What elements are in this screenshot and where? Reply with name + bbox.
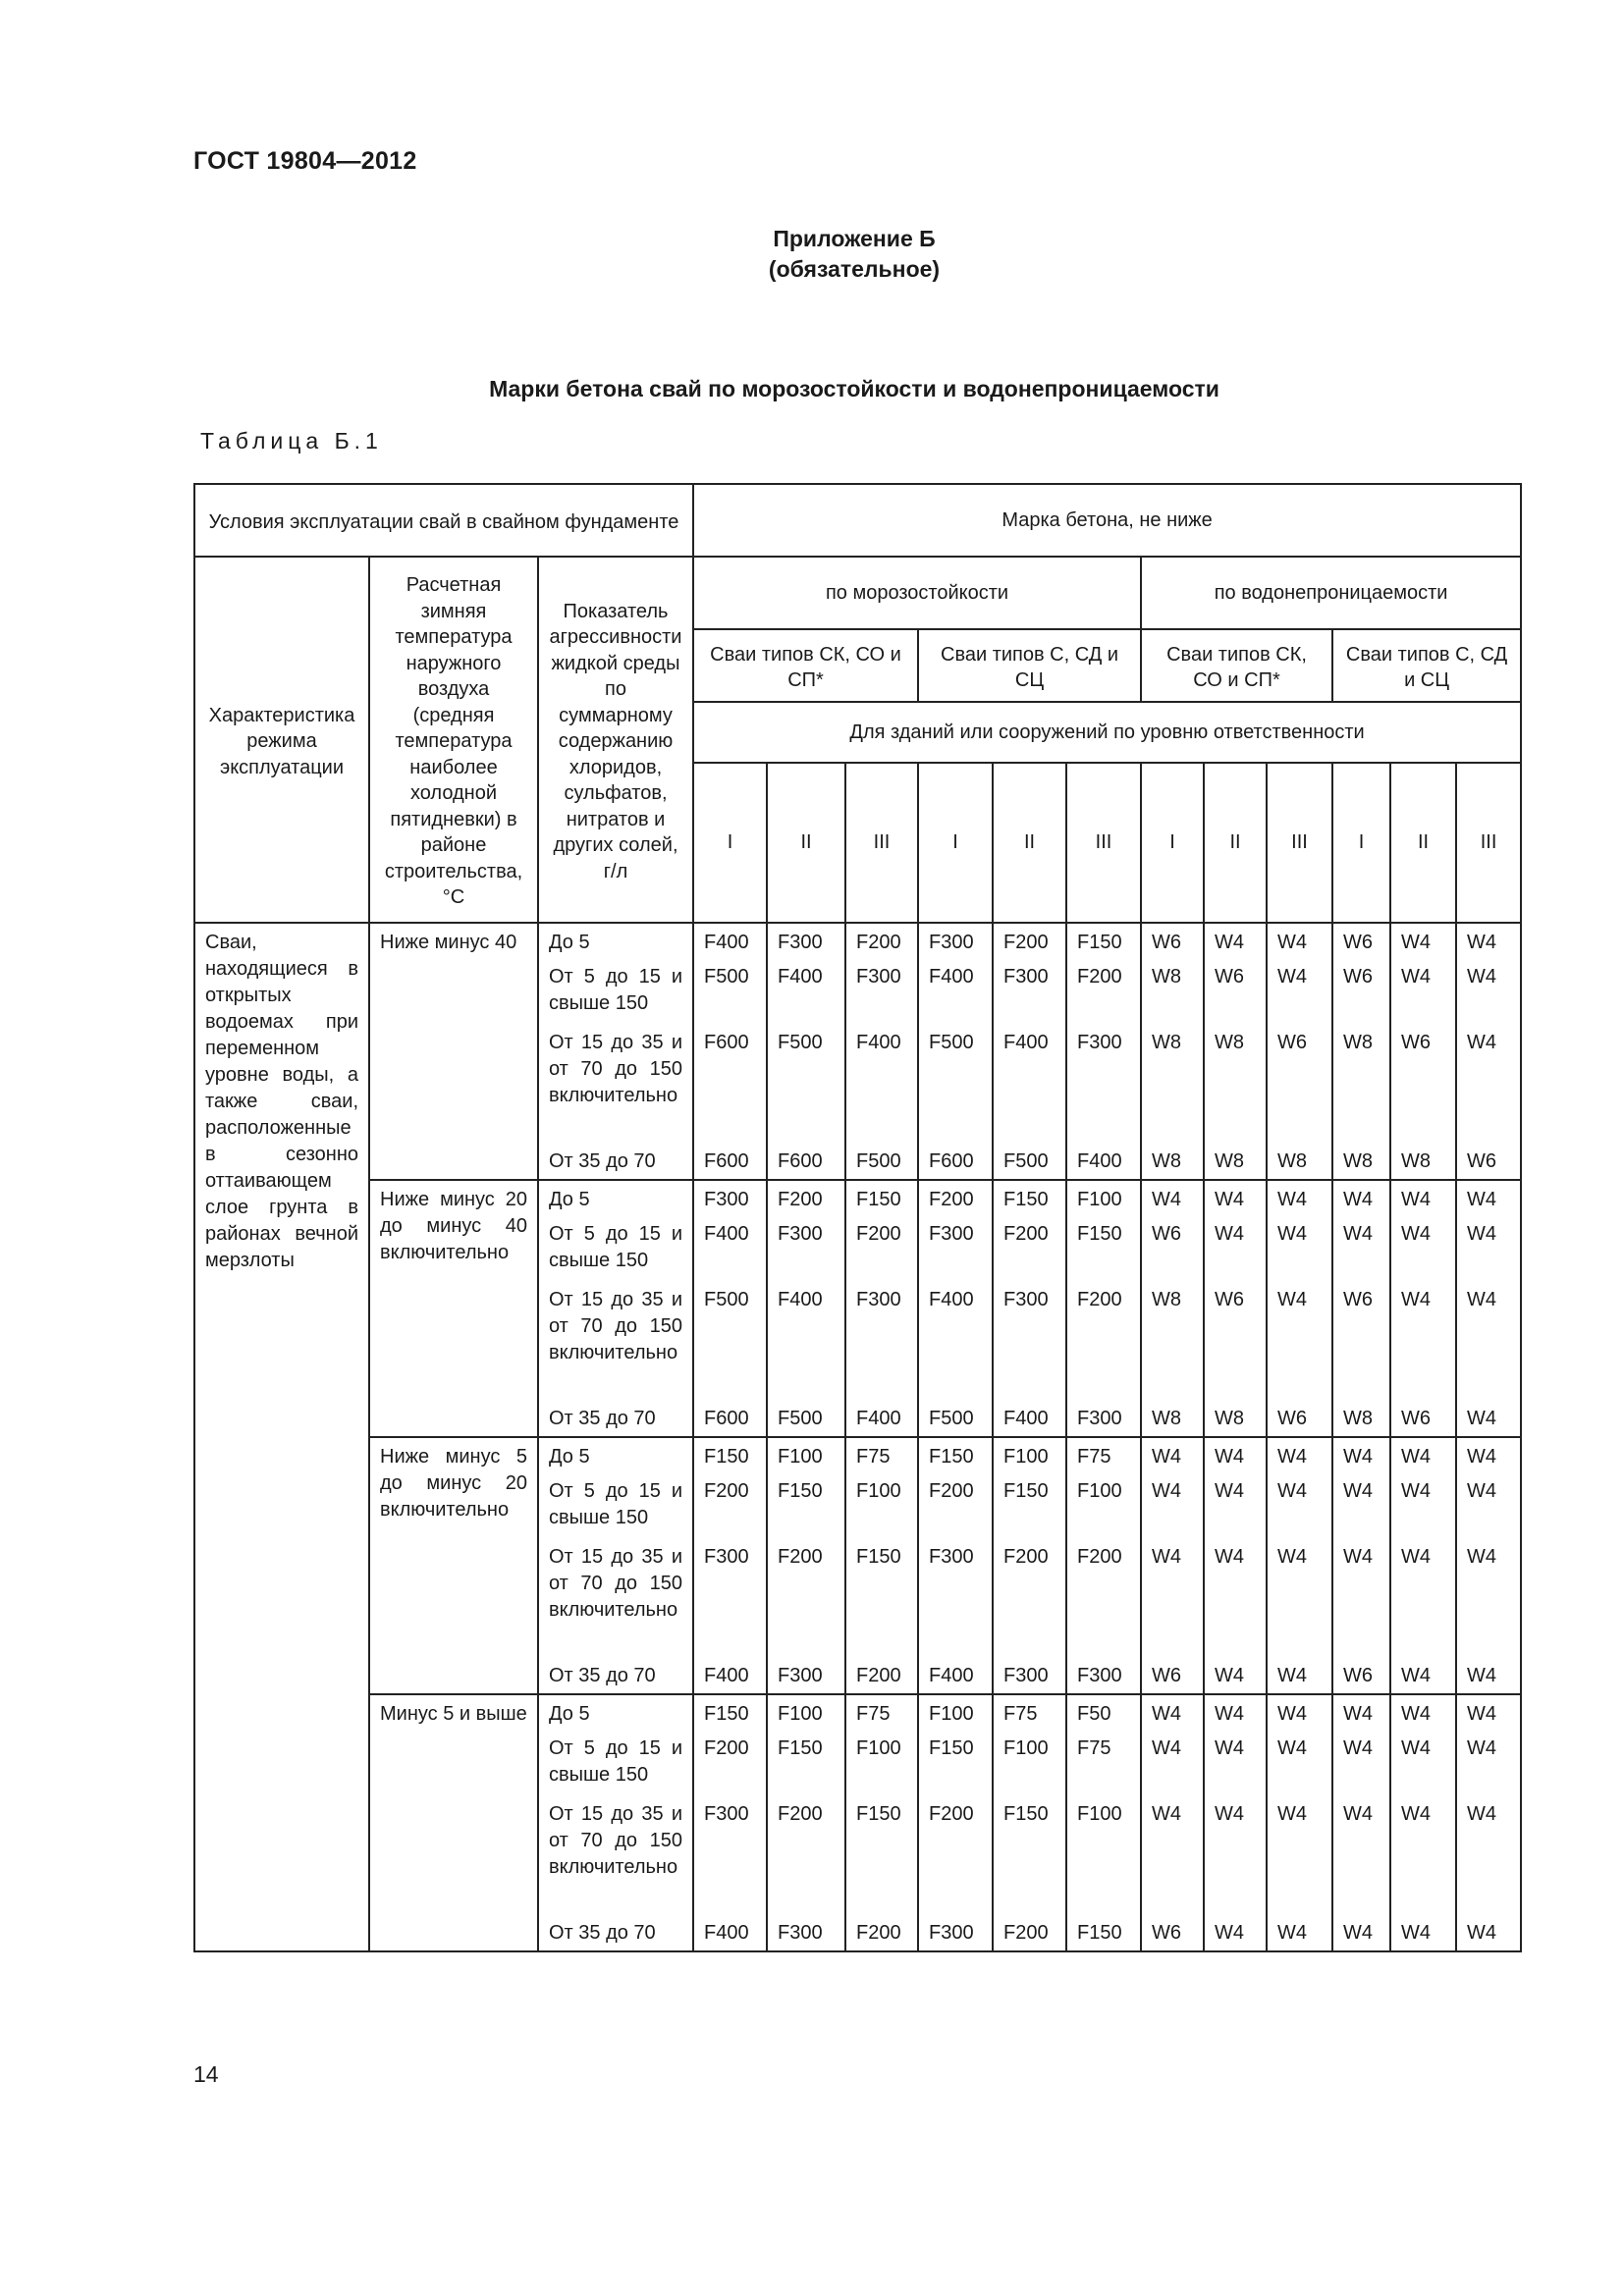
grade-value-cell: W4 xyxy=(1267,1215,1332,1281)
grade-value-cell: F400 xyxy=(767,1281,845,1400)
grade-value-cell: W6 xyxy=(1267,1400,1332,1437)
grade-value-cell: F200 xyxy=(693,1472,767,1538)
grade-value-cell: W4 xyxy=(1456,1914,1521,1951)
grade-value-cell: F100 xyxy=(767,1437,845,1472)
grade-value-cell: F150 xyxy=(993,1795,1066,1914)
grade-value-cell: W4 xyxy=(1204,1730,1267,1795)
grade-value-cell: W4 xyxy=(1456,1538,1521,1657)
grade-value-cell: F400 xyxy=(845,1024,918,1143)
grade-value-cell: W8 xyxy=(1332,1400,1390,1437)
grade-value-cell: F400 xyxy=(918,958,993,1024)
grade-value-cell: F75 xyxy=(1066,1437,1141,1472)
grade-value-cell: W4 xyxy=(1141,1795,1204,1914)
grade-header: Марка бетона, не ниже xyxy=(693,484,1521,557)
grade-value-cell: W4 xyxy=(1456,958,1521,1024)
grade-value-cell: F75 xyxy=(845,1694,918,1730)
grade-value-cell: F100 xyxy=(767,1694,845,1730)
grade-value-cell: F300 xyxy=(1066,1657,1141,1694)
grade-value-cell: F300 xyxy=(693,1538,767,1657)
grade-value-cell: F400 xyxy=(693,923,767,958)
grade-value-cell: F200 xyxy=(693,1730,767,1795)
grade-value-cell: W8 xyxy=(1390,1143,1456,1180)
mode-cell: Сваи, находящиеся в открытых водоемах при переменном уровне воды, а также сваи, расположенные в сезонно оттаивающем слое грунта в районах вечной мерзлоты xyxy=(194,923,369,1951)
grade-value-cell: F300 xyxy=(918,1215,993,1281)
grade-value-cell: F300 xyxy=(918,1538,993,1657)
grade-value-cell: F200 xyxy=(845,1657,918,1694)
grade-value-cell: W8 xyxy=(1267,1143,1332,1180)
level-header: III xyxy=(1456,763,1521,923)
grade-value-cell: F200 xyxy=(993,1215,1066,1281)
pile-type-s-frost: Сваи типов С, СД и СЦ xyxy=(918,629,1141,702)
grade-value-cell: W4 xyxy=(1390,1730,1456,1795)
aggressiveness-cell: До 5 xyxy=(538,1180,693,1215)
grade-value-cell: W4 xyxy=(1332,1180,1390,1215)
grade-value-cell: W8 xyxy=(1141,958,1204,1024)
grade-value-cell: W8 xyxy=(1204,1024,1267,1143)
grade-value-cell: W4 xyxy=(1390,1538,1456,1657)
grade-value-cell: F400 xyxy=(845,1400,918,1437)
grade-value-cell: F75 xyxy=(1066,1730,1141,1795)
grade-value-cell: W4 xyxy=(1332,1472,1390,1538)
document-code: ГОСТ 19804—2012 xyxy=(193,147,417,175)
table-row xyxy=(194,1437,1521,1472)
grade-value-cell: F200 xyxy=(1066,1281,1141,1400)
grade-value-cell: W4 xyxy=(1267,1730,1332,1795)
grade-value-cell: F50 xyxy=(1066,1694,1141,1730)
grade-value-cell: W4 xyxy=(1456,1180,1521,1215)
grade-value-cell: F200 xyxy=(845,1914,918,1951)
grade-value-cell: W8 xyxy=(1141,1400,1204,1437)
mode-column-header: Характеристика режима эксплуатации xyxy=(194,557,369,923)
grade-value-cell: F150 xyxy=(767,1730,845,1795)
grade-value-cell: F300 xyxy=(918,923,993,958)
grade-value-cell: F200 xyxy=(918,1795,993,1914)
grade-value-cell: F100 xyxy=(993,1730,1066,1795)
grade-value-cell: F150 xyxy=(845,1180,918,1215)
grade-value-cell: F400 xyxy=(693,1914,767,1951)
grade-value-cell: W4 xyxy=(1390,1795,1456,1914)
table-row xyxy=(194,1694,1521,1730)
level-header: III xyxy=(845,763,918,923)
table-label: Таблица Б.1 xyxy=(200,428,383,454)
aggressiveness-column-header: Показатель агрессивности жидкой среды по суммарному содержанию хлоридов, сульфатов, нитратов и других солей, г/л xyxy=(538,557,693,923)
level-header: I xyxy=(918,763,993,923)
grade-value-cell: W8 xyxy=(1141,1024,1204,1143)
grade-value-cell: F500 xyxy=(918,1400,993,1437)
temperature-cell: Ниже минус 40 xyxy=(369,923,538,1180)
grade-value-cell: W4 xyxy=(1390,923,1456,958)
grade-value-cell: W4 xyxy=(1456,1795,1521,1914)
grade-value-cell: F300 xyxy=(767,1657,845,1694)
grade-value-cell: W4 xyxy=(1267,1281,1332,1400)
grade-value-cell: W4 xyxy=(1456,923,1521,958)
grade-value-cell: W4 xyxy=(1332,1795,1390,1914)
grade-value-cell: W4 xyxy=(1267,923,1332,958)
grade-value-cell: F100 xyxy=(1066,1795,1141,1914)
grade-value-cell: F300 xyxy=(767,1914,845,1951)
grade-value-cell: W6 xyxy=(1141,1657,1204,1694)
grade-value-cell: W4 xyxy=(1267,1437,1332,1472)
grade-value-cell: F500 xyxy=(693,1281,767,1400)
grade-value-cell: W6 xyxy=(1332,1281,1390,1400)
grade-value-cell: W4 xyxy=(1332,1730,1390,1795)
grade-value-cell: F200 xyxy=(1066,958,1141,1024)
grade-value-cell: F200 xyxy=(767,1538,845,1657)
grade-value-cell: W4 xyxy=(1204,1215,1267,1281)
grade-value-cell: F300 xyxy=(1066,1024,1141,1143)
grade-value-cell: W6 xyxy=(1141,923,1204,958)
grade-value-cell: W4 xyxy=(1390,958,1456,1024)
water-resistance-header: по водонепроницаемости xyxy=(1141,557,1521,629)
aggressiveness-cell: От 5 до 15 и свыше 150 xyxy=(538,1730,693,1795)
aggressiveness-cell: От 15 до 35 и от 70 до 150 включительно xyxy=(538,1538,693,1657)
grade-value-cell: F200 xyxy=(1066,1538,1141,1657)
grade-value-cell: W4 xyxy=(1141,1694,1204,1730)
grade-value-cell: F300 xyxy=(993,1657,1066,1694)
grade-value-cell: W4 xyxy=(1456,1400,1521,1437)
grade-value-cell: F500 xyxy=(993,1143,1066,1180)
grade-value-cell: F100 xyxy=(918,1694,993,1730)
grade-value-cell: F150 xyxy=(1066,1914,1141,1951)
grade-value-cell: W4 xyxy=(1267,1472,1332,1538)
conditions-header: Условия эксплуатации свай в свайном фундаменте xyxy=(194,484,693,557)
table-title: Марки бетона свай по морозостойкости и водонепроницаемости xyxy=(489,376,1219,401)
grade-value-cell: W8 xyxy=(1141,1281,1204,1400)
grade-value-cell: F400 xyxy=(1066,1143,1141,1180)
page-number: 14 xyxy=(193,2061,219,2087)
aggressiveness-cell: До 5 xyxy=(538,1437,693,1472)
grade-value-cell: W4 xyxy=(1204,923,1267,958)
grade-value-cell: W4 xyxy=(1332,1215,1390,1281)
grade-value-cell: F300 xyxy=(767,1215,845,1281)
grade-value-cell: W8 xyxy=(1204,1400,1267,1437)
pile-type-s-water: Сваи типов С, СД и СЦ xyxy=(1332,629,1521,702)
grade-value-cell: W4 xyxy=(1390,1472,1456,1538)
grade-value-cell: W4 xyxy=(1204,1914,1267,1951)
appendix-subtitle: (обязательное) xyxy=(768,256,941,282)
aggressiveness-cell: До 5 xyxy=(538,1694,693,1730)
grade-value-cell: F600 xyxy=(918,1143,993,1180)
grade-value-cell: W6 xyxy=(1390,1400,1456,1437)
grade-value-cell: W4 xyxy=(1141,1437,1204,1472)
grade-value-cell: F150 xyxy=(767,1472,845,1538)
grade-value-cell: W4 xyxy=(1141,1180,1204,1215)
grade-value-cell: F300 xyxy=(767,923,845,958)
grade-value-cell: F400 xyxy=(693,1657,767,1694)
grade-value-cell: F200 xyxy=(918,1180,993,1215)
grade-value-cell: W6 xyxy=(1141,1215,1204,1281)
grade-value-cell: W4 xyxy=(1141,1538,1204,1657)
pile-type-sk-frost: Сваи типов СК, СО и СП* xyxy=(693,629,918,702)
temperature-cell: Минус 5 и выше xyxy=(369,1694,538,1951)
grade-value-cell: W8 xyxy=(1332,1143,1390,1180)
level-header: I xyxy=(1332,763,1390,923)
temperature-cell: Ниже минус 20 до минус 40 включительно xyxy=(369,1180,538,1437)
grade-value-cell: F150 xyxy=(1066,1215,1141,1281)
grade-value-cell: F500 xyxy=(918,1024,993,1143)
level-header: III xyxy=(1066,763,1141,923)
aggressiveness-cell: От 15 до 35 и от 70 до 150 включительно xyxy=(538,1281,693,1400)
grade-value-cell: F400 xyxy=(693,1215,767,1281)
grade-value-cell: W4 xyxy=(1204,1657,1267,1694)
grade-value-cell: W6 xyxy=(1332,958,1390,1024)
grade-value-cell: F400 xyxy=(918,1657,993,1694)
grade-value-cell: F400 xyxy=(918,1281,993,1400)
grade-value-cell: F150 xyxy=(845,1795,918,1914)
grade-value-cell: F300 xyxy=(693,1180,767,1215)
level-header: I xyxy=(693,763,767,923)
grade-value-cell: W4 xyxy=(1456,1437,1521,1472)
table-row xyxy=(194,1180,1521,1215)
aggressiveness-cell: От 35 до 70 xyxy=(538,1143,693,1180)
table-row xyxy=(194,923,1521,958)
grade-value-cell: F150 xyxy=(693,1437,767,1472)
grade-value-cell: F100 xyxy=(845,1730,918,1795)
grade-value-cell: W6 xyxy=(1332,1657,1390,1694)
level-header: I xyxy=(1141,763,1204,923)
grade-value-cell: W4 xyxy=(1204,1795,1267,1914)
temperature-column-header: Расчетная зимняя температура наружного воздуха (средняя температура наиболее холодной пятидневки) в районе строительства, °С xyxy=(369,557,538,923)
grade-value-cell: W4 xyxy=(1332,1694,1390,1730)
grade-value-cell: F300 xyxy=(693,1795,767,1914)
grade-value-cell: F150 xyxy=(918,1437,993,1472)
temperature-cell: Ниже минус 5 до минус 20 включительно xyxy=(369,1437,538,1694)
responsibility-header: Для зданий или сооружений по уровню ответственности xyxy=(693,702,1521,763)
grade-value-cell: W4 xyxy=(1204,1694,1267,1730)
appendix-heading xyxy=(0,224,1624,285)
grade-value-cell: F200 xyxy=(767,1180,845,1215)
grade-value-cell: F200 xyxy=(767,1795,845,1914)
grade-value-cell: W4 xyxy=(1267,1795,1332,1914)
grade-value-cell: F200 xyxy=(918,1472,993,1538)
grade-value-cell: F500 xyxy=(693,958,767,1024)
grade-value-cell: W6 xyxy=(1390,1024,1456,1143)
grade-value-cell: F100 xyxy=(845,1472,918,1538)
grade-value-cell: W6 xyxy=(1267,1024,1332,1143)
grade-value-cell: F500 xyxy=(767,1024,845,1143)
grade-value-cell: W4 xyxy=(1456,1281,1521,1400)
grade-value-cell: W4 xyxy=(1390,1281,1456,1400)
level-header: II xyxy=(1390,763,1456,923)
grade-value-cell: W4 xyxy=(1456,1472,1521,1538)
grade-value-cell: W4 xyxy=(1390,1180,1456,1215)
grade-value-cell: F200 xyxy=(993,1914,1066,1951)
level-header: III xyxy=(1267,763,1332,923)
grade-value-cell: W4 xyxy=(1332,1538,1390,1657)
concrete-grade-table xyxy=(193,483,1522,1952)
grade-value-cell: F150 xyxy=(845,1538,918,1657)
grade-value-cell: W4 xyxy=(1456,1657,1521,1694)
grade-value-cell: F200 xyxy=(845,923,918,958)
grade-value-cell: F75 xyxy=(993,1694,1066,1730)
aggressiveness-cell: От 35 до 70 xyxy=(538,1914,693,1951)
grade-value-cell: F200 xyxy=(993,1538,1066,1657)
grade-value-cell: W6 xyxy=(1141,1914,1204,1951)
grade-value-cell: F400 xyxy=(767,958,845,1024)
grade-value-cell: W4 xyxy=(1204,1437,1267,1472)
grade-value-cell: W6 xyxy=(1456,1143,1521,1180)
grade-value-cell: F200 xyxy=(993,923,1066,958)
grade-value-cell: W4 xyxy=(1390,1914,1456,1951)
grade-value-cell: F150 xyxy=(993,1180,1066,1215)
grade-value-cell: W4 xyxy=(1390,1657,1456,1694)
grade-value-cell: F150 xyxy=(918,1730,993,1795)
level-header: II xyxy=(1204,763,1267,923)
aggressiveness-cell: До 5 xyxy=(538,923,693,958)
grade-value-cell: F150 xyxy=(993,1472,1066,1538)
grade-value-cell: F500 xyxy=(767,1400,845,1437)
grade-value-cell: W4 xyxy=(1267,1657,1332,1694)
grade-value-cell: F75 xyxy=(845,1437,918,1472)
grade-value-cell: W8 xyxy=(1141,1143,1204,1180)
grade-value-cell: F300 xyxy=(845,958,918,1024)
grade-value-cell: W4 xyxy=(1141,1472,1204,1538)
grade-value-cell: W4 xyxy=(1456,1024,1521,1143)
aggressiveness-cell: От 5 до 15 и свыше 150 xyxy=(538,1215,693,1281)
level-header: II xyxy=(767,763,845,923)
grade-value-cell: W4 xyxy=(1456,1694,1521,1730)
grade-value-cell: F300 xyxy=(993,958,1066,1024)
grade-value-cell: W4 xyxy=(1267,1180,1332,1215)
grade-value-cell: W6 xyxy=(1332,923,1390,958)
grade-value-cell: W4 xyxy=(1390,1694,1456,1730)
grade-value-cell: W4 xyxy=(1332,1914,1390,1951)
grade-value-cell: W4 xyxy=(1390,1215,1456,1281)
grade-value-cell: F100 xyxy=(993,1437,1066,1472)
aggressiveness-cell: От 5 до 15 и свыше 150 xyxy=(538,1472,693,1538)
level-header: II xyxy=(993,763,1066,923)
grade-value-cell: W8 xyxy=(1204,1143,1267,1180)
grade-value-cell: W4 xyxy=(1267,1914,1332,1951)
frost-resistance-header: по морозостойкости xyxy=(693,557,1141,629)
grade-value-cell: W4 xyxy=(1456,1215,1521,1281)
aggressiveness-cell: От 15 до 35 и от 70 до 150 включительно xyxy=(538,1795,693,1914)
grade-value-cell: W4 xyxy=(1267,1694,1332,1730)
grade-value-cell: F600 xyxy=(693,1024,767,1143)
grade-value-cell: W4 xyxy=(1267,1538,1332,1657)
grade-value-cell: F300 xyxy=(918,1914,993,1951)
grade-value-cell: W4 xyxy=(1267,958,1332,1024)
aggressiveness-cell: От 35 до 70 xyxy=(538,1400,693,1437)
grade-value-cell: F300 xyxy=(845,1281,918,1400)
grade-value-cell: W4 xyxy=(1390,1437,1456,1472)
grade-value-cell: F200 xyxy=(845,1215,918,1281)
grade-value-cell: W8 xyxy=(1332,1024,1390,1143)
grade-value-cell: W4 xyxy=(1204,1180,1267,1215)
grade-value-cell: F100 xyxy=(1066,1472,1141,1538)
grade-value-cell: F600 xyxy=(767,1143,845,1180)
grade-value-cell: W4 xyxy=(1204,1472,1267,1538)
grade-value-cell: W4 xyxy=(1141,1730,1204,1795)
grade-value-cell: F600 xyxy=(693,1143,767,1180)
grade-value-cell: W4 xyxy=(1204,1538,1267,1657)
grade-value-cell: W4 xyxy=(1456,1730,1521,1795)
grade-value-cell: F150 xyxy=(693,1694,767,1730)
grade-value-cell: W6 xyxy=(1204,1281,1267,1400)
grade-value-cell: F500 xyxy=(845,1143,918,1180)
aggressiveness-cell: От 35 до 70 xyxy=(538,1657,693,1694)
aggressiveness-cell: От 15 до 35 и от 70 до 150 включительно xyxy=(538,1024,693,1143)
grade-value-cell: W4 xyxy=(1332,1437,1390,1472)
grade-value-cell: F300 xyxy=(993,1281,1066,1400)
grade-value-cell: F150 xyxy=(1066,923,1141,958)
grade-value-cell: F400 xyxy=(993,1400,1066,1437)
grade-value-cell: F400 xyxy=(993,1024,1066,1143)
grade-value-cell: F600 xyxy=(693,1400,767,1437)
aggressiveness-cell: От 5 до 15 и свыше 150 xyxy=(538,958,693,1024)
grade-value-cell: F300 xyxy=(1066,1400,1141,1437)
pile-type-sk-water: Сваи типов СК, СО и СП* xyxy=(1141,629,1332,702)
appendix-title: Приложение Б xyxy=(773,226,936,251)
grade-value-cell: F100 xyxy=(1066,1180,1141,1215)
grade-value-cell: W6 xyxy=(1204,958,1267,1024)
